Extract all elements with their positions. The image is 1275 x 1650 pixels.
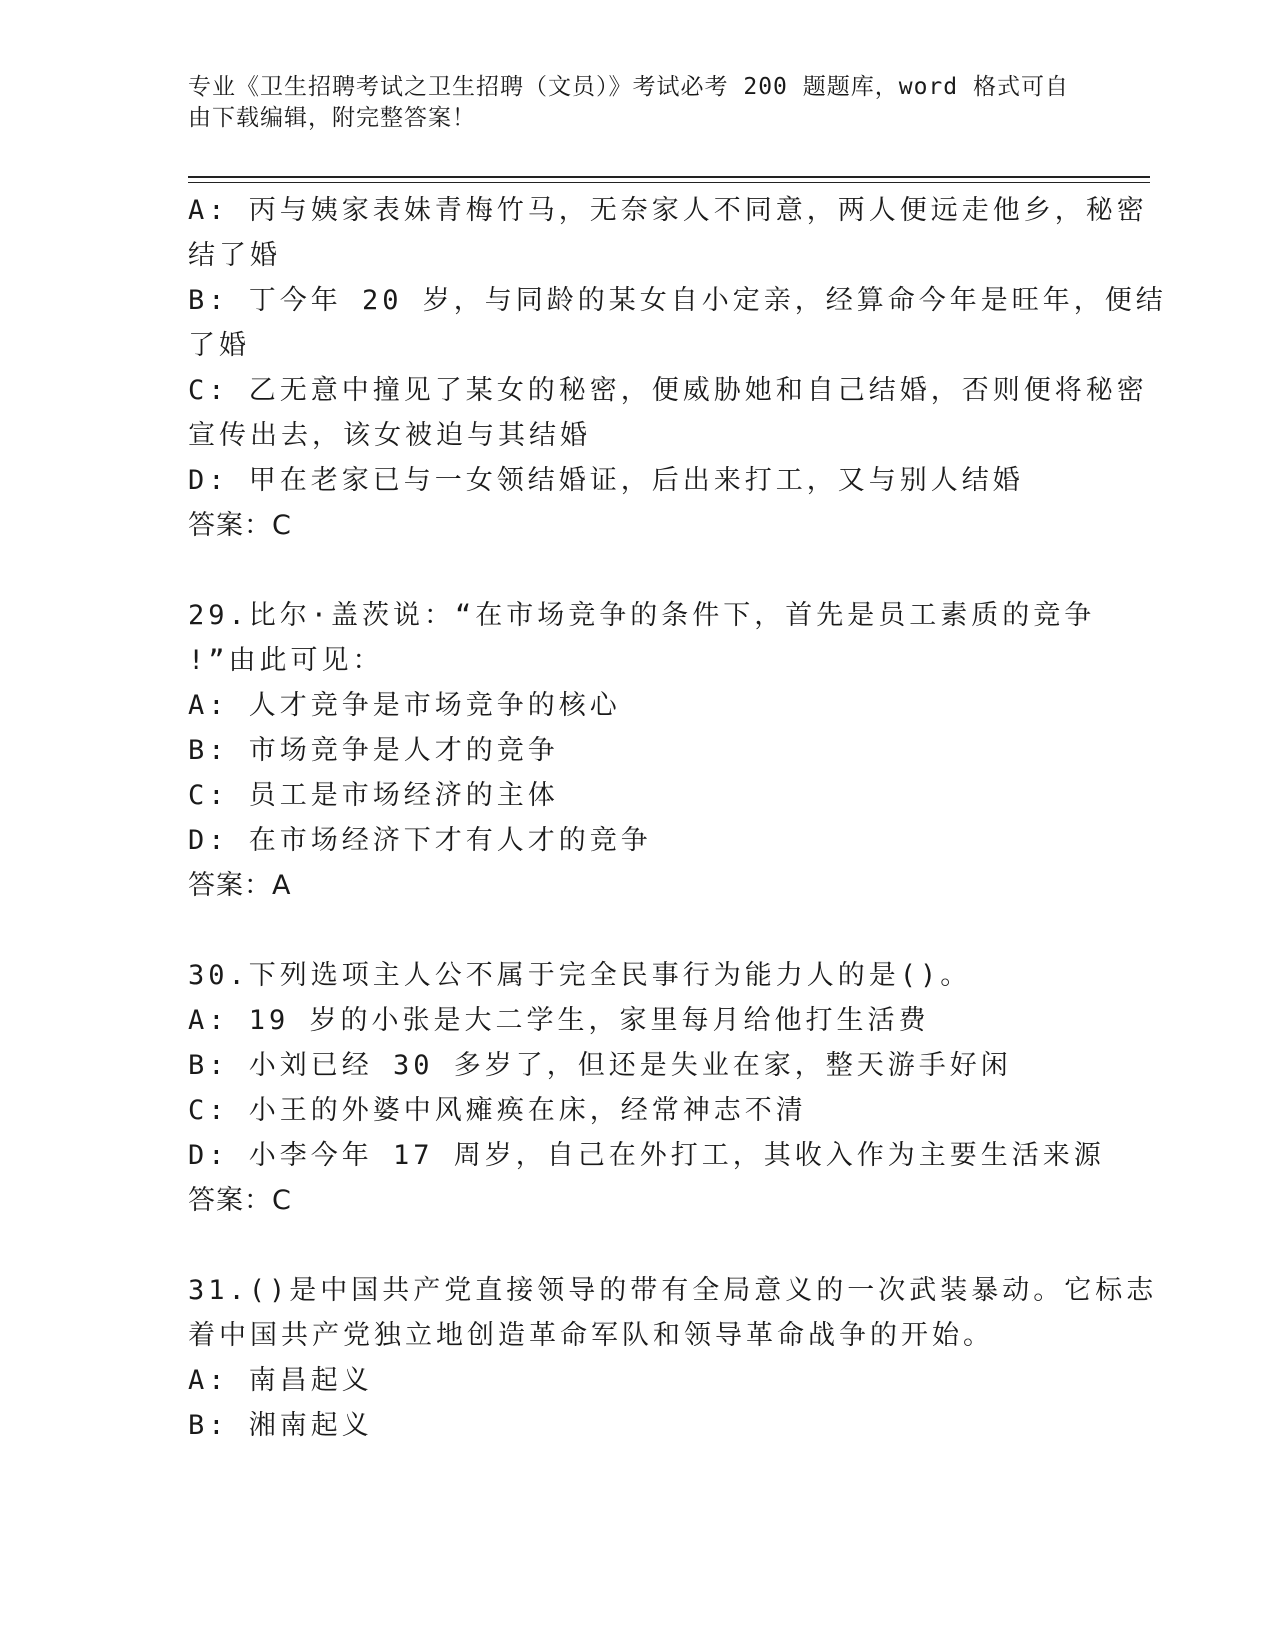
spacer <box>188 548 1078 593</box>
spacer <box>188 1223 1078 1268</box>
option-d: D: 小李今年 17 周岁，自己在外打工，其收入作为主要生活来源 <box>188 1140 1105 1171</box>
option-c: C: 小王的外婆中风瘫痪在床，经常神志不清 <box>188 1095 807 1126</box>
option-c-continued: 宣传出去，该女被迫与其结婚 <box>188 420 591 451</box>
question-text-continued: !”由此可见： <box>188 645 384 676</box>
option-b: B: 小刘已经 30 多岁了，但还是失业在家，整天游手好闲 <box>188 1050 1012 1081</box>
header-divider <box>188 176 1150 178</box>
question-text: 31.()是中国共产党直接领导的带有全局意义的一次武装暴动。它标志 <box>188 1275 1158 1306</box>
question-text: 29.比尔·盖茨说：“在市场竞争的条件下，首先是员工素质的竞争 <box>188 600 1096 631</box>
option-a: A: 人才竞争是市场竞争的核心 <box>188 690 621 721</box>
option-a: A: 丙与姨家表妹青梅竹马，无奈家人不同意，两人便远走他乡，秘密 <box>188 195 1148 226</box>
question-29 <box>188 593 1096 908</box>
option-b: B: 市场竞争是人才的竞争 <box>188 735 559 766</box>
option-a: A: 南昌起义 <box>188 1365 373 1396</box>
header-line: 由下载编辑，附完整答案！ <box>188 105 476 131</box>
option-a: A: 19 岁的小张是大二学生，家里每月给他打生活费 <box>188 1005 930 1036</box>
answer: 答案：A <box>188 870 292 901</box>
question-text: 30.下列选项主人公不属于完全民事行为能力人的是()。 <box>188 960 972 991</box>
document-header <box>188 72 1088 134</box>
option-d: D: 在市场经济下才有人才的竞争 <box>188 825 652 856</box>
spacer <box>188 908 1078 953</box>
option-c: C: 员工是市场经济的主体 <box>188 780 559 811</box>
question-31 <box>188 1268 1158 1448</box>
option-b: B: 湘南起义 <box>188 1410 373 1441</box>
question-30 <box>188 953 1105 1223</box>
option-b: B: 丁今年 20 岁，与同龄的某女自小定亲，经算命今年是旺年，便结 <box>188 285 1167 316</box>
header-divider <box>188 182 1150 183</box>
option-b-continued: 了婚 <box>188 330 250 361</box>
answer: 答案：C <box>188 1185 292 1216</box>
header-line: 专业《卫生招聘考试之卫生招聘（文员）》考试必考 200 题题库，word 格式可自 <box>188 74 1069 100</box>
question-text-continued: 着中国共产党独立地创造革命军队和领导革命战争的开始。 <box>188 1320 994 1351</box>
answer: 答案：C <box>188 510 292 541</box>
option-c: C: 乙无意中撞见了某女的秘密，便威胁她和自己结婚，否则便将秘密 <box>188 375 1148 406</box>
question-list <box>188 188 1167 1448</box>
option-d: D: 甲在老家已与一女领结婚证，后出来打工，又与别人结婚 <box>188 465 1024 496</box>
question-28 <box>188 188 1167 548</box>
option-a-continued: 结了婚 <box>188 240 281 271</box>
